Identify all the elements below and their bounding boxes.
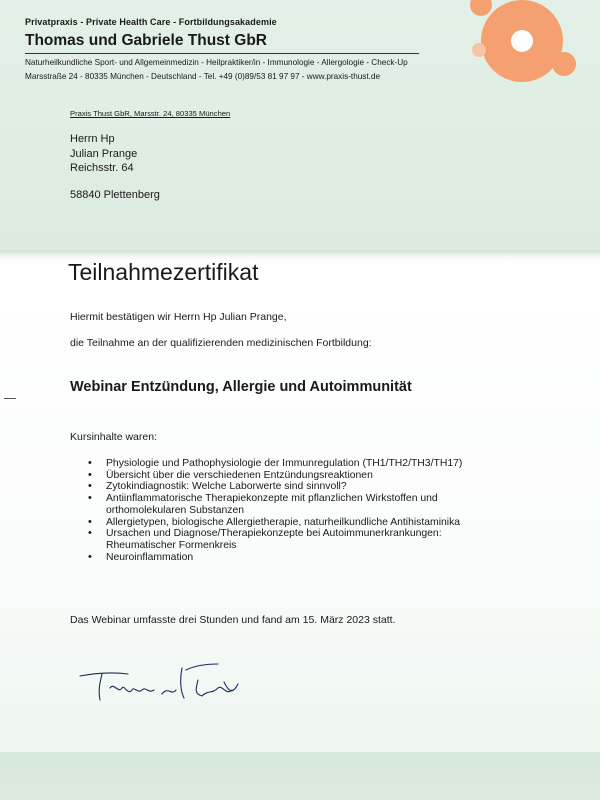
list-item: • Übersicht über die verschiedenen Entzündungsreaktionen <box>88 470 462 482</box>
recipient-line-3: Reichsstr. 64 <box>70 162 134 174</box>
certificate-title: Teilnahmezertifikat <box>68 259 259 285</box>
confirmation-text: Hiermit bestätigen wir Herrn Hp Julian Prange, <box>70 311 287 323</box>
letter-lower-section <box>0 752 600 800</box>
closing-text: Das Webinar umfasste drei Stunden und fand am 15. März 2023 statt. <box>70 614 396 626</box>
list-item: • Allergietypen, biologische Allergietherapie, naturheilkundliche Antihistaminika <box>88 517 462 529</box>
letterhead-services: Naturheilkundliche Sport- und Allgemeinmedizin - Heilpraktiker/in - Immunologie - Allergologie - Check-Up <box>25 58 408 67</box>
list-item: • Antiinflammatorische Therapiekonzepte mit pflanzlichen Wirkstoffen und orthomolekularen Substanzen <box>88 493 462 516</box>
letterhead-contact: Marsstraße 24 - 80335 München - Deutschland - Tel. +49 (0)89/53 81 97 97 - www.praxis-thust.de <box>25 72 381 81</box>
orange-circles-logo-icon <box>462 0 582 90</box>
recipient-line-1: Herrn Hp <box>70 133 115 145</box>
letterhead-tagline: Privatpraxis - Private Health Care - Fortbildungsakademie <box>25 17 277 27</box>
course-contents-list <box>88 458 462 563</box>
contents-intro: Kursinhalte waren: <box>70 431 157 443</box>
course-title: Webinar Entzündung, Allergie und Autoimmunität <box>70 379 412 395</box>
list-item: • Ursachen und Diagnose/Therapiekonzepte bei Autoimmunerkrankungen: Rheumatischer Formenkreis <box>88 528 462 551</box>
letterhead-name: Thomas und Gabriele Thust GbR <box>25 32 267 49</box>
participation-text: die Teilnahme an der qualifizierenden medizinischen Fortbildung: <box>70 337 372 349</box>
handwritten-signature <box>76 660 246 705</box>
list-item: • Physiologie und Pathophysiologie der Immunregulation (TH1/TH2/TH3/TH17) <box>88 458 462 470</box>
list-item: • Zytokindiagnostik: Welche Laborwerte sind sinnvoll? <box>88 481 462 493</box>
recipient-line-2: Julian Prange <box>70 148 138 160</box>
fold-mark <box>4 398 16 399</box>
letterhead-divider <box>25 53 419 54</box>
sender-return-address: Praxis Thust GbR, Marsstr. 24, 80335 München <box>70 109 231 118</box>
recipient-line-4: 58840 Plettenberg <box>70 189 160 201</box>
list-item: • Neuroinflammation <box>88 552 462 564</box>
